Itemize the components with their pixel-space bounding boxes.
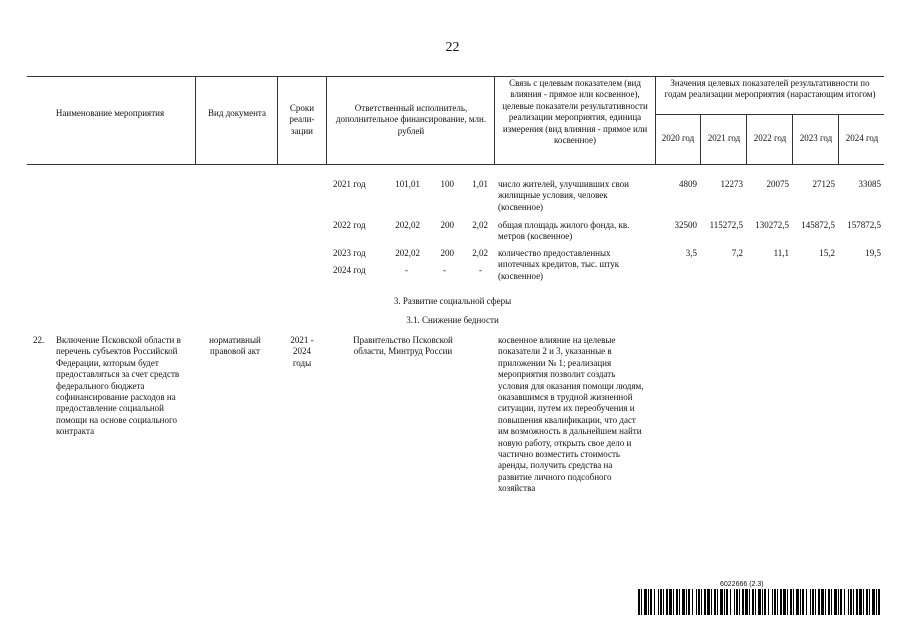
funding-part-b: 1,01	[472, 179, 488, 189]
header-year: 2024 год	[845, 133, 879, 143]
header-doc-type: Вид документа	[208, 108, 266, 118]
funding-part-a: 200	[440, 248, 454, 258]
funding-part-a: -	[443, 265, 446, 275]
header-year: 2022 год	[753, 133, 787, 143]
indicator-value: 33085	[858, 179, 881, 189]
header-name: Наименование мероприятия	[55, 108, 165, 118]
indicator-text: количество предоставленных ипотечных кредитов, тыс. штук (косвенное)	[498, 248, 620, 281]
indicator-value: 19,5	[865, 248, 881, 258]
values-subheader-rule	[655, 114, 884, 115]
header-year: 2021 год	[707, 133, 741, 143]
funding-total: -	[405, 265, 408, 275]
header-year: 2020 год	[661, 133, 695, 143]
indicator-value: 7,2	[731, 248, 743, 258]
indicator-value: 27125	[812, 179, 835, 189]
funding-total: 202,02	[395, 220, 420, 230]
header-values-group: Значения целевых показателей результативности по годам реализации мероприятия (нарастающим итогом)	[664, 78, 876, 100]
funding-part-a: 200	[440, 220, 454, 230]
indicator-value: 115272,5	[709, 220, 743, 230]
barcode-code: 6022666 (2.3)	[720, 581, 764, 588]
item-link: косвенное влияние на целевые показатели 2 и 3, указанные в приложении № 1; реализация мероприятия позволит создать условия для оказания помощи людям, оказавшимся в трудной жизненной ситуации, путем их переобучения и повышения квалификации, что даст им возможность в дальнейшем найти новую работу, открыть свое дело и частично возместить стоимость аренды, получить средства на развитие личного подсобного хозяйства	[498, 335, 644, 494]
col-divider	[655, 76, 656, 164]
page-number: 22	[445, 40, 460, 55]
indicator-value: 3,5	[685, 248, 697, 258]
funding-part-b: -	[479, 265, 482, 275]
indicator-text: общая площадь жилого фонда, кв. метров (косвенное)	[498, 220, 630, 242]
item-name: Включение Псковской области в перечень субъектов Российской Федерации, которым будет предоставляться за счет средств федерального бюджета софинансирование расходов на предоставление социальной помощи на основе социального контракта	[56, 335, 181, 437]
indicator-value: 145872,5	[801, 220, 835, 230]
indicator-text: число жителей, улучшивших свои жилищные условия, человек (косвенное)	[498, 179, 629, 212]
item-executor: Правительство Псковской области, Минтруд России	[353, 335, 453, 357]
indicator-value: 11,1	[773, 248, 789, 258]
funding-part-a: 100	[440, 179, 454, 189]
indicator-value: 4809	[679, 179, 697, 189]
header-executor: Ответственный исполнитель, дополнительное финансирование, млн. рублей	[335, 103, 487, 136]
indicator-value: 130272,5	[755, 220, 789, 230]
table-top-rule	[27, 76, 884, 77]
item-terms: 2021 - 2024 годы	[290, 335, 314, 368]
indicator-value: 20075	[766, 179, 789, 189]
funding-year: 2021 год	[333, 179, 366, 189]
indicator-value: 12273	[720, 179, 743, 189]
col-divider	[494, 76, 495, 164]
barcode	[638, 589, 883, 615]
section-title: 3. Развитие социальной сферы	[393, 296, 512, 306]
header-year: 2023 год	[799, 133, 833, 143]
col-divider	[277, 76, 278, 164]
funding-year: 2022 год	[333, 220, 366, 230]
funding-total: 202,02	[395, 248, 420, 258]
col-divider	[326, 76, 327, 164]
subsection-title: 3.1. Снижение бедности	[406, 315, 499, 325]
indicator-value: 32500	[674, 220, 697, 230]
indicator-value: 15,2	[819, 248, 835, 258]
table-header-bottom-rule	[27, 164, 884, 165]
header-link: Связь с целевым показателем (вид влияния - прямое или косвенное), целевые показатели результативности реализации мероприятия, единица измерения (вид влияния - прямое или косвенное)	[502, 78, 648, 146]
indicator-value: 157872,5	[847, 220, 881, 230]
item-number: 22.	[33, 335, 45, 345]
funding-total: 101,01	[395, 179, 420, 189]
item-doc-type: нормативный правовой акт	[209, 335, 261, 357]
header-terms: Сроки реали- зации	[289, 103, 315, 136]
col-divider	[195, 76, 196, 164]
funding-year: 2023 год	[333, 248, 366, 258]
funding-part-b: 2,02	[472, 248, 488, 258]
funding-year: 2024 год	[333, 265, 366, 275]
funding-part-b: 2,02	[472, 220, 488, 230]
